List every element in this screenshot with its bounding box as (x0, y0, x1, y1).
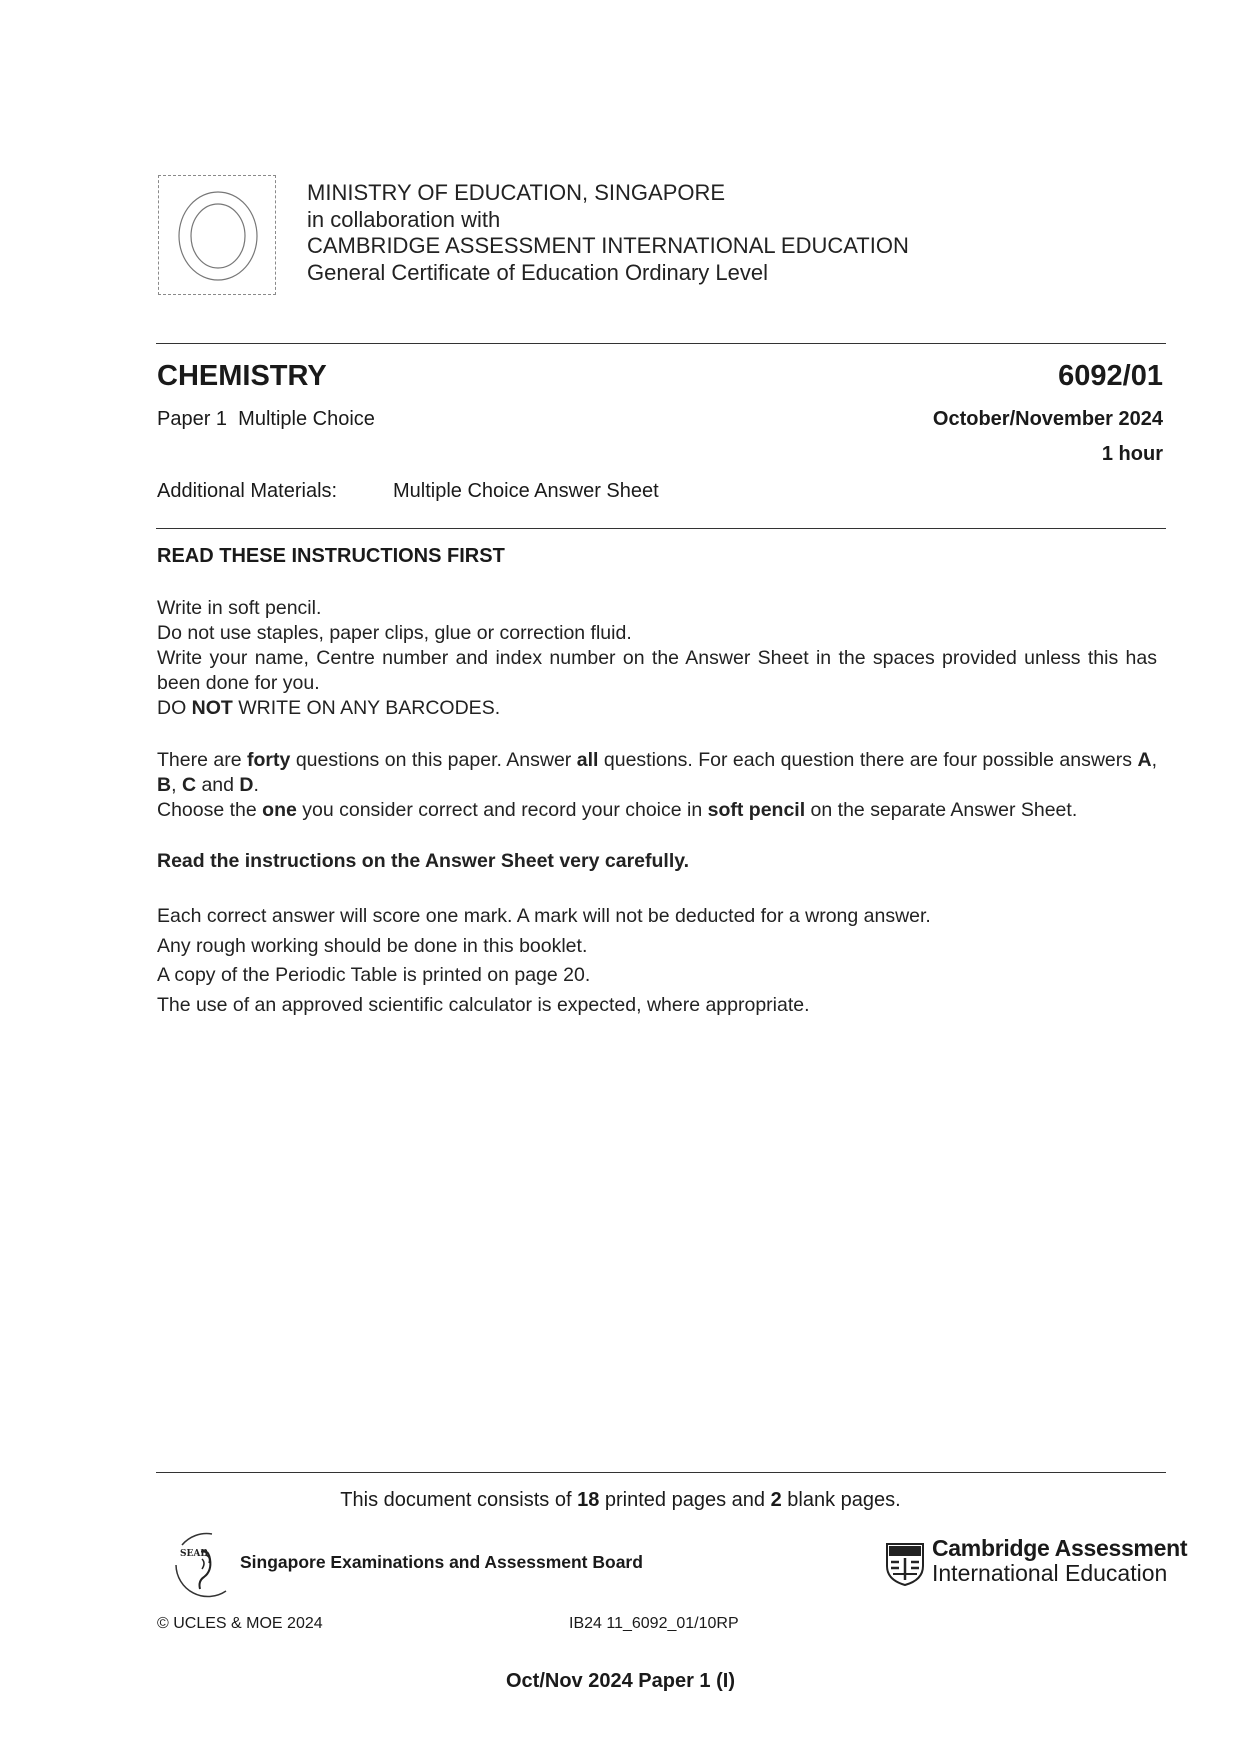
o-level-logo (158, 175, 276, 295)
text-run: and (196, 774, 240, 796)
cambridge-crest-icon (885, 1542, 925, 1586)
cambridge-shield-icon (885, 1542, 925, 1586)
paper-stamp: Oct/Nov 2024 Paper 1 (I) (506, 1670, 735, 1692)
seab-logo (168, 1525, 248, 1605)
instruction-line-choose (157, 798, 1157, 823)
emphasis-run: 18 (577, 1489, 600, 1511)
org-line-1: MINISTRY OF EDUCATION, SINGAPORE (307, 180, 726, 205)
cambridge-wordmark (932, 1536, 1187, 1586)
exam-session: October/November 2024 (932, 408, 1163, 430)
text-run: on the separate Answer Sheet. (805, 799, 1078, 821)
text-run: There are (157, 749, 248, 771)
text-run: printed pages and (599, 1489, 771, 1511)
emphasis-run: D (239, 774, 254, 796)
text-run: This document consists of (340, 1489, 578, 1511)
instructions-group-2 (157, 748, 1157, 823)
text-run: , (1151, 749, 1157, 771)
cambridge-line-1: Cambridge Assessment (932, 1535, 1188, 1561)
instruction-line: Do not use staples, paper clips, glue or correction fluid. (157, 622, 632, 644)
page-count-note (0, 1489, 1241, 1512)
instruction-line: Write your name, Centre number and index number on the Answer Sheet in the spaces provided unless this has been done for you. (157, 647, 1157, 694)
o-level-letter-icon (159, 176, 277, 296)
text-run: questions on this paper. Answer (290, 749, 577, 771)
seab-lion-icon (168, 1525, 248, 1605)
text-run: Choose the (157, 799, 263, 821)
emphasis-run: A (1137, 749, 1152, 771)
emphasis-run: one (262, 799, 297, 821)
subject-title: CHEMISTRY (157, 360, 327, 392)
seab-name: Singapore Examinations and Assessment Board (240, 1552, 643, 1572)
divider-middle (156, 528, 1166, 529)
instructions-heading: READ THESE INSTRUCTIONS FIRST (157, 545, 505, 567)
answer-sheet-emphasis: Read the instructions on the Answer Sheet very carefully. (157, 850, 690, 872)
instruction-line: Each correct answer will score one mark. A mark will not be deducted for a wrong answer. (157, 905, 931, 927)
copyright: © UCLES & MOE 2024 (157, 1615, 323, 1632)
emphasis-run: C (181, 774, 197, 796)
instructions-group-3 (157, 902, 1157, 1020)
text-run: , (171, 774, 182, 796)
syllabus-code: 6092/01 (1058, 360, 1163, 392)
seab-logo-text: SEAB (180, 1549, 208, 1559)
emphasis-run: soft pencil (707, 799, 806, 821)
document-reference: IB24 11_6092_01/10RP (569, 1615, 739, 1632)
instruction-line: Write in soft pencil. (157, 597, 322, 619)
cambridge-line-2: International Education (932, 1560, 1168, 1586)
emphasis-run: 2 (770, 1489, 782, 1511)
divider-bottom (156, 1472, 1166, 1473)
additional-materials-label: Additional Materials: (157, 480, 338, 502)
exam-duration: 1 hour (1101, 443, 1163, 465)
org-line-2: in collaboration with (307, 206, 501, 232)
org-line-4: General Certificate of Education Ordinary Level (307, 259, 769, 285)
text-run: . (253, 774, 259, 796)
text-run: questions. For each question there are four possible answers (598, 749, 1138, 771)
instruction-line: A copy of the Periodic Table is printed on page 20. (157, 964, 591, 986)
divider-top (156, 343, 1166, 344)
instruction-line-questions (157, 748, 1157, 798)
additional-materials-value: Multiple Choice Answer Sheet (393, 480, 659, 502)
instruction-line: Any rough working should be done in this booklet. (157, 934, 588, 957)
instruction-line: The use of an approved scientific calculator is expected, where appropriate. (157, 993, 810, 1016)
emphasis-run: B (157, 774, 172, 796)
org-line-3: CAMBRIDGE ASSESSMENT INTERNATIONAL EDUCATION (307, 233, 909, 258)
instruction-line-barcodes: DO NOT WRITE ON ANY BARCODES. (157, 697, 501, 719)
text-run: blank pages. (781, 1489, 901, 1511)
instructions-group-1 (157, 596, 1157, 721)
paper-name: Paper 1 Multiple Choice (157, 408, 375, 430)
emphasis-run: all (576, 749, 599, 771)
issuing-bodies (307, 180, 909, 286)
text-run: you consider correct and record your choice in (296, 799, 708, 821)
emphasis-run: forty (247, 749, 291, 771)
